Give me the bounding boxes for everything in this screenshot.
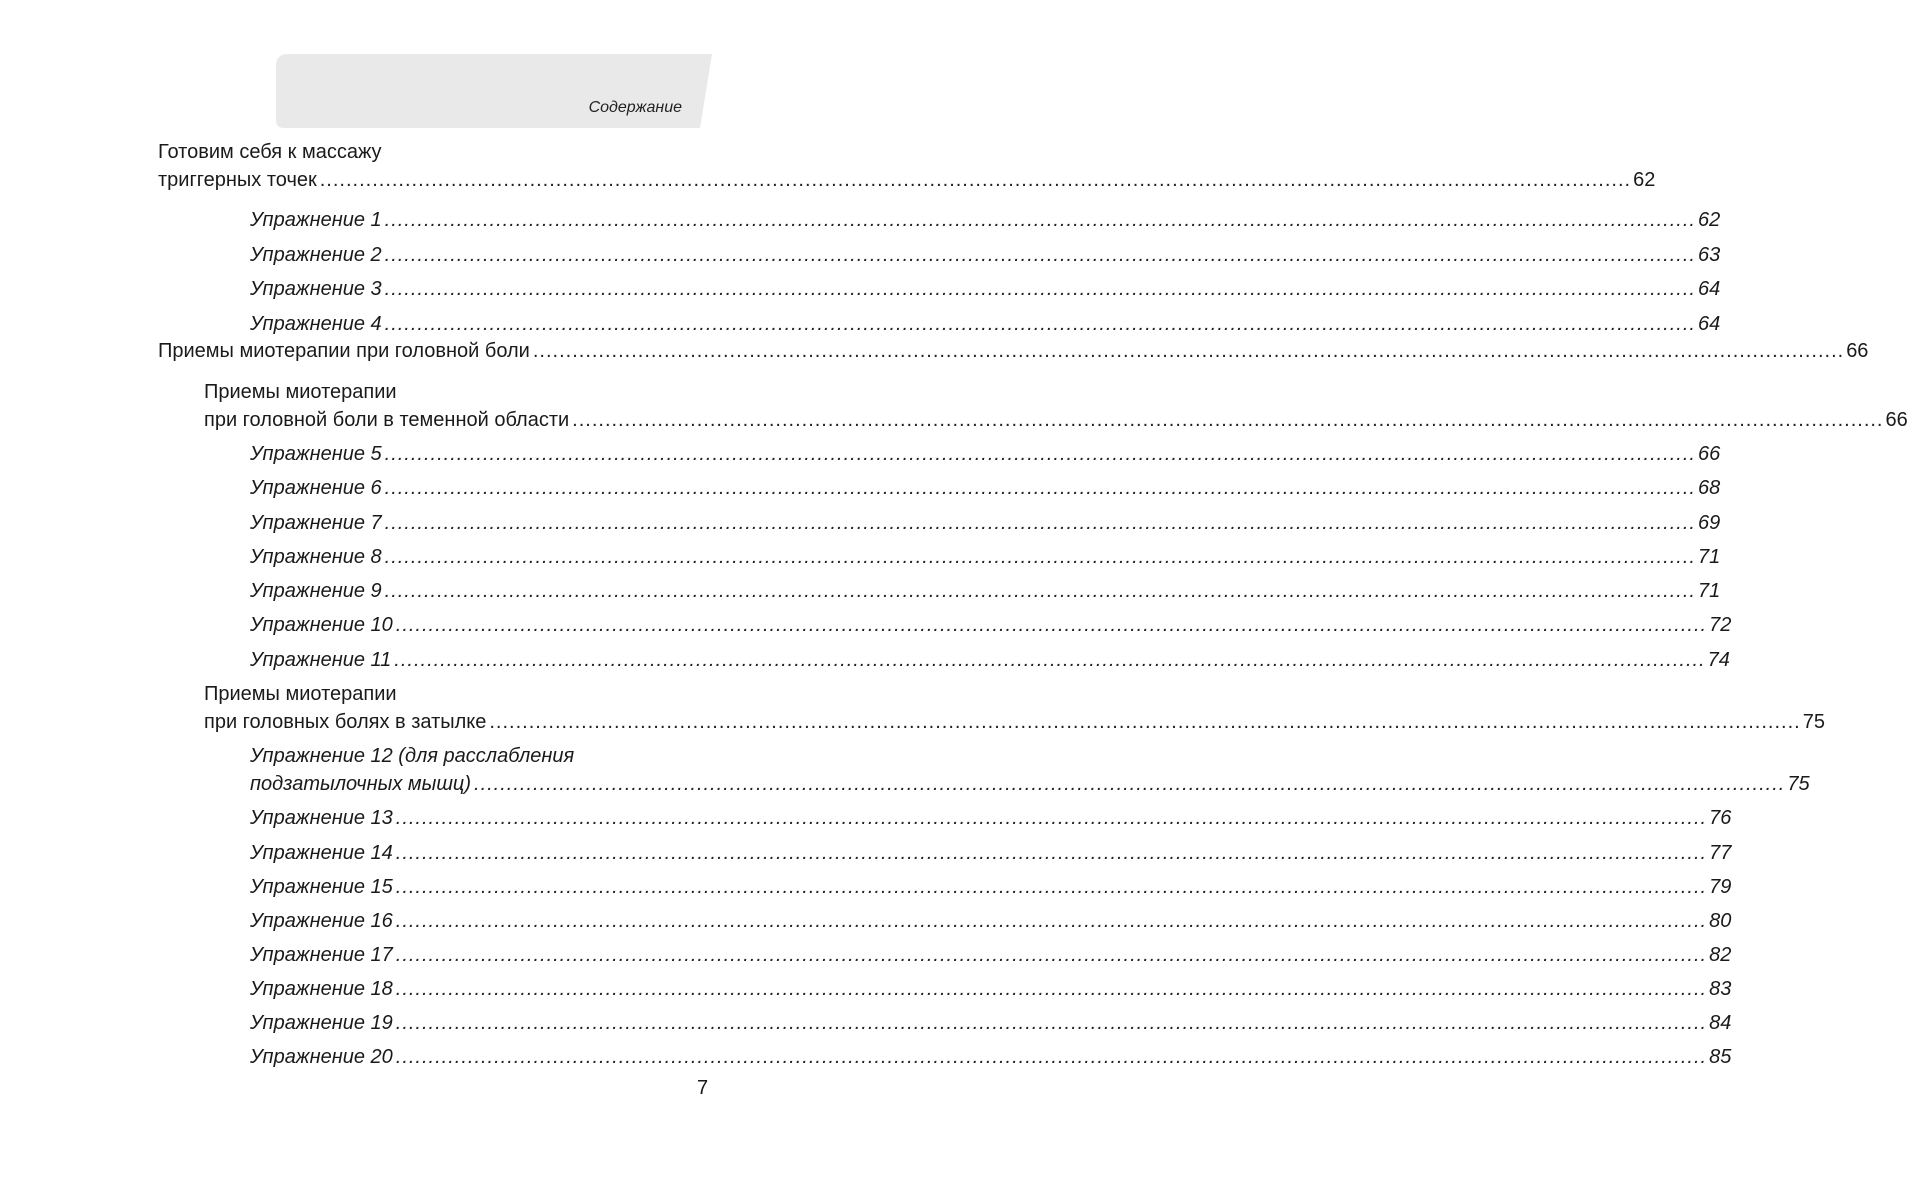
leader-dots: ........................................................................................................................................................................................................ [572, 409, 1884, 431]
leader-dots: ........................................................................................................................................................................................................ [395, 614, 1708, 636]
toc-page-number: 66 [1697, 443, 1721, 465]
toc-exercise-entry[interactable] [250, 312, 1721, 336]
toc-page-number: 66 [1885, 409, 1908, 431]
toc-entry-label: Упражнение 3 [250, 278, 382, 300]
toc-entry-label: Упражнение 19 [250, 1012, 393, 1034]
toc-entry-label: Упражнение 9 [250, 580, 382, 602]
toc-exercise-entry[interactable] [250, 277, 1721, 301]
toc-entry-label: Упражнение 15 [250, 876, 393, 898]
page-number: 7 [697, 1077, 709, 1099]
toc-entry-label: Упражнение 18 [250, 978, 393, 1000]
leader-dots: ........................................................................................................................................................................................................ [319, 169, 1632, 191]
leader-dots: ........................................................................................................................................................................................................ [395, 876, 1708, 898]
toc-exercise-entry[interactable] [250, 208, 1721, 232]
toc-exercise-entry[interactable] [250, 511, 1721, 535]
leader-dots: ........................................................................................................................................................................................................ [384, 244, 1696, 266]
leader-dots: ........................................................................................................................................................................................................ [384, 313, 1696, 335]
toc-page-number: 71 [1697, 546, 1721, 568]
toc-exercise-title: Упражнение 12 (для расслабления [250, 745, 575, 767]
toc-page-number: 62 [1697, 209, 1721, 231]
toc-entry-label: триггерных точек [158, 169, 317, 191]
toc-page-number: 79 [1709, 876, 1732, 898]
header-title: Содержание [588, 99, 682, 116]
toc-entry-label: Упражнение 13 [250, 807, 393, 829]
toc-entry-label: Упражнение 16 [250, 910, 393, 932]
toc-entry-label: Упражнение 1 [250, 209, 382, 231]
toc-page-number: 68 [1697, 477, 1721, 499]
toc-exercise-entry[interactable] [250, 1011, 1732, 1035]
toc-entry-label: Приемы миотерапии при головной боли [158, 340, 530, 362]
toc-exercise-entry[interactable] [250, 648, 1730, 672]
leader-dots: ........................................................................................................................................................................................................ [395, 978, 1708, 1000]
toc-entry[interactable] [158, 168, 1656, 192]
leader-dots: ........................................................................................................................................................................................................ [395, 1046, 1708, 1068]
leader-dots: ........................................................................................................................................................................................................ [384, 546, 1696, 568]
leader-dots: ........................................................................................................................................................................................................ [489, 711, 1801, 733]
toc-exercise-entry[interactable] [250, 579, 1721, 603]
toc-page-number: 82 [1709, 944, 1732, 966]
leader-dots: ........................................................................................................................................................................................................ [394, 649, 1706, 671]
leader-dots: ........................................................................................................................................................................................................ [532, 340, 1845, 362]
toc-page-number: 80 [1709, 910, 1732, 932]
leader-dots: ........................................................................................................................................................................................................ [384, 209, 1696, 231]
toc-page-number: 77 [1709, 842, 1732, 864]
leader-dots: ........................................................................................................................................................................................................ [384, 580, 1696, 602]
toc-page-number: 75 [1787, 773, 1810, 795]
toc-page-number: 74 [1707, 649, 1730, 671]
toc-entry-label: Упражнение 2 [250, 244, 382, 266]
leader-dots: ........................................................................................................................................................................................................ [384, 512, 1696, 534]
leader-dots: ........................................................................................................................................................................................................ [395, 944, 1708, 966]
toc-page-number: 66 [1846, 340, 1869, 362]
toc-entry-label: Упражнение 14 [250, 842, 393, 864]
leader-dots: ........................................................................................................................................................................................................ [474, 773, 1786, 795]
toc-exercise-entry[interactable] [250, 1045, 1732, 1069]
toc-page-number: 64 [1697, 278, 1721, 300]
toc-entry-label: Упражнение 10 [250, 614, 393, 636]
toc-section-entry[interactable] [158, 339, 1869, 363]
toc-exercise-entry[interactable] [250, 243, 1721, 267]
leader-dots: ........................................................................................................................................................................................................ [395, 807, 1708, 829]
leader-dots: ........................................................................................................................................................................................................ [395, 1012, 1708, 1034]
toc-exercise-entry[interactable] [250, 977, 1732, 1001]
toc-subsection-entry[interactable] [204, 710, 1825, 734]
toc-entry-label: при головных болях в затылке [204, 711, 487, 733]
toc-page-number: 85 [1709, 1046, 1732, 1068]
leader-dots: ........................................................................................................................................................................................................ [395, 910, 1708, 932]
toc-page-number: 62 [1633, 169, 1656, 191]
toc-page-number: 75 [1802, 711, 1825, 733]
toc-page-number: 84 [1709, 1012, 1732, 1034]
leader-dots: ........................................................................................................................................................................................................ [384, 443, 1696, 465]
toc-page-number: 83 [1709, 978, 1732, 1000]
toc-entry-label: Упражнение 17 [250, 944, 393, 966]
toc-exercise-entry[interactable] [250, 442, 1721, 466]
toc-entry-label: Упражнение 20 [250, 1046, 393, 1068]
toc-entry-label: при головной боли в теменной области [204, 409, 570, 431]
leader-dots: ........................................................................................................................................................................................................ [395, 842, 1708, 864]
toc-subsection-title: Приемы миотерапии [204, 381, 397, 403]
toc-page-number: 71 [1697, 580, 1721, 602]
toc-subsection-entry[interactable] [204, 408, 1908, 432]
toc-entry-label: подзатылочных мышц) [250, 773, 472, 795]
toc-entry-label: Упражнение 7 [250, 512, 382, 534]
toc-page-number: 69 [1697, 512, 1721, 534]
toc-section-title: Готовим себя к массажу [158, 141, 382, 163]
toc-page-number: 63 [1697, 244, 1721, 266]
toc-page-number: 64 [1697, 313, 1721, 335]
toc-page-number: 76 [1709, 807, 1732, 829]
toc-exercise-entry[interactable] [250, 909, 1732, 933]
toc-exercise-entry[interactable] [250, 613, 1732, 637]
toc-page-number: 72 [1709, 614, 1732, 636]
toc-entry-label: Упражнение 11 [250, 649, 392, 671]
toc-exercise-entry[interactable] [250, 841, 1732, 865]
leader-dots: ........................................................................................................................................................................................................ [384, 278, 1696, 300]
toc-entry-label: Упражнение 5 [250, 443, 382, 465]
toc-entry-label: Упражнение 8 [250, 546, 382, 568]
toc-entry-label: Упражнение 6 [250, 477, 382, 499]
toc-exercise-entry[interactable] [250, 772, 1810, 796]
toc-entry-label: Упражнение 4 [250, 313, 382, 335]
toc-exercise-entry[interactable] [250, 545, 1721, 569]
toc-exercise-entry[interactable] [250, 875, 1732, 899]
toc-exercise-entry[interactable] [250, 943, 1732, 967]
toc-exercise-entry[interactable] [250, 806, 1732, 830]
toc-exercise-entry[interactable] [250, 476, 1721, 500]
toc-subsection-title: Приемы миотерапии [204, 683, 397, 705]
leader-dots: ........................................................................................................................................................................................................ [384, 477, 1696, 499]
